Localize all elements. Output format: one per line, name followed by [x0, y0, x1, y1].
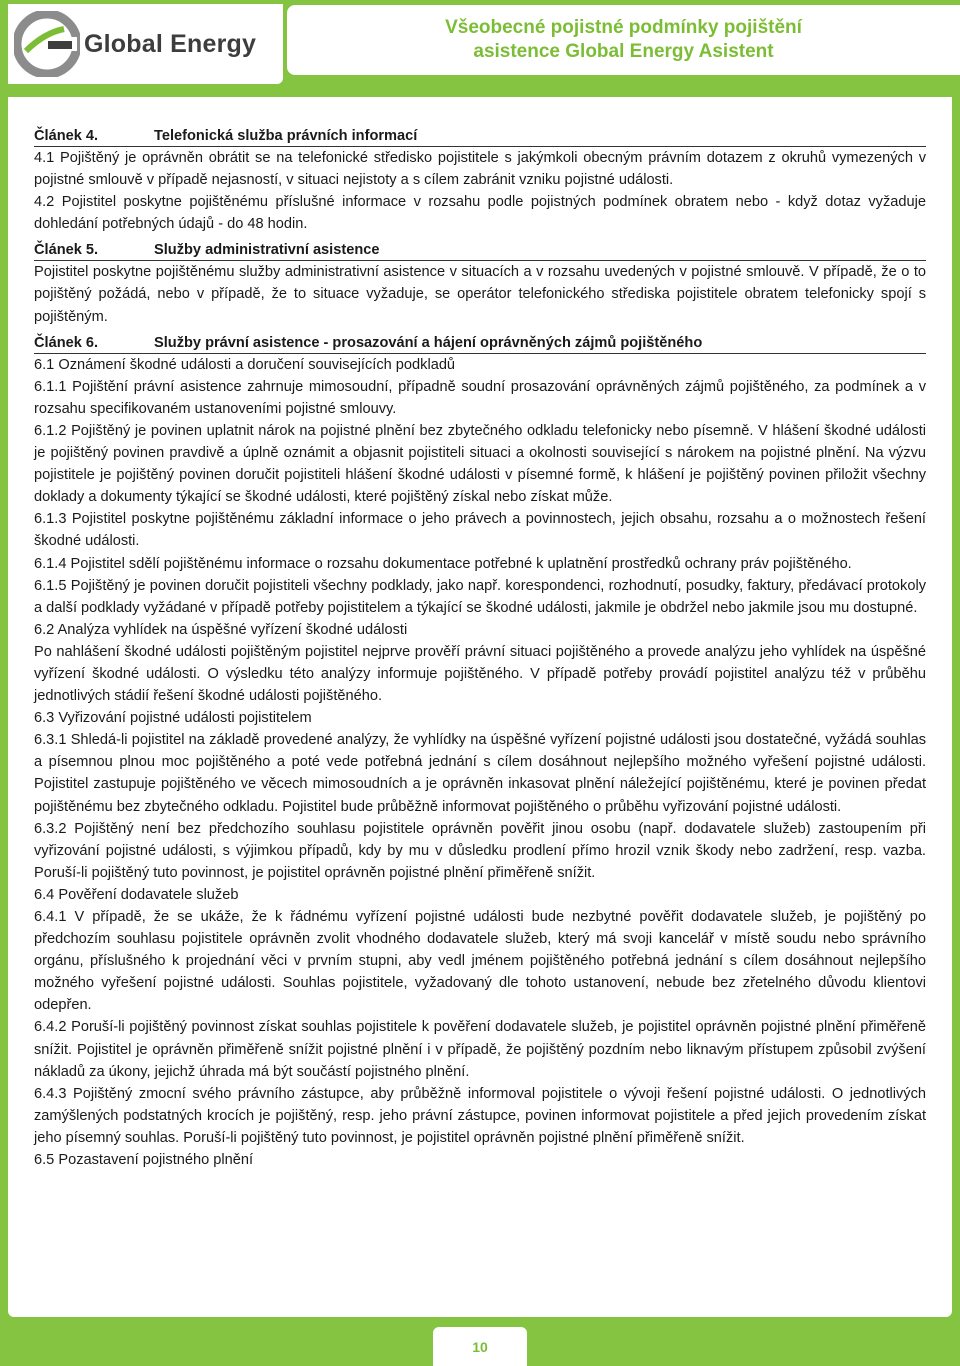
paragraph: 6.4.1 V případě, že se ukáže, že k řádnému vyřízení pojistné události bude nezbytné pověřit dodavatele služeb, je pojištěný po předchozím souhlasu pojistitele oprávněn zvolit vhodného dodavatele služeb, který má svoji kancelář v místě soudu nebo správního orgánu, příslušného k projednání věci v prvním stupni, aby vedl jménem pojištěného potřebná jednání s cílem dosáhnout nejlepšího možného vyřešení pojistné události. Souhlas pojistitele, vyžadovaný dle tohoto ustanovení, nebude bez zřetelného důvodu klientovi odepřen. — [34, 909, 926, 1014]
paragraph: 6.1 Oznámení škodné události a doručení souvisejících podkladů — [34, 356, 456, 373]
paragraph: 6.1.1 Pojištění právní asistence zahrnuje mimosoudní, případně soudní prosazování oprávněných zájmů pojištěného, za podmínek a v rozsahu specifikovaném ustanoveními pojistné smlouvy. — [34, 378, 926, 417]
page-header — [0, 0, 960, 100]
document-text — [34, 125, 926, 1171]
document-title — [287, 5, 960, 75]
article-title: Služby právní asistence - prosazování a hájení oprávněných zájmů pojištěného — [154, 334, 703, 351]
paragraph: 6.1.3 Pojistitel poskytne pojištěnému základní informace o jeho právech a povinnostech, jejich obsahu, rozsahu a o možnostech řešení škodné události. — [34, 511, 926, 550]
paragraph: 6.3 Vyřizování pojistné události pojistitelem — [34, 710, 312, 727]
article-number: Článek 4. — [34, 128, 99, 144]
logo-mark-icon — [14, 11, 80, 77]
paragraph-5: Pojistitel poskytne pojištěnému služby administrativní asistence v situacích a v rozsahu uvedených v pojistné smlouvě. V případě, že o to pojištěný požádá, nebo v případě, že to situace vyžaduje, se operátor telefonického střediska pojistitele obratem telefonicky spojí s pojištěným. — [34, 264, 926, 325]
article-6-heading — [34, 332, 926, 354]
document-body — [8, 97, 952, 1317]
article-5-heading — [34, 239, 926, 261]
paragraph: 6.3.1 Shledá-li pojistitel na základě provedené analýzy, že vyhlídky na úspěšné vyřízení pojistné události jsou dostatečné, vyžádá souhlas a písemnou plnou moc pojištěného a poté vede potřebná jednání s cílem dosáhnout nejlepšího možného vyřešení pojistné události. Pojistitel zastupuje pojištěného ve věcech mimosoudních a je oprávněn inkasovat plnění náležející pojištěnému, které je povinen předat pojištěnému bez zbytečného odkladu. Pojistitel bude průběžně informovat pojištěného o průběhu vyřizování pojistné události. — [34, 732, 926, 815]
page-number: 10 — [433, 1327, 527, 1366]
title-line-1: Všeobecné pojistné podmínky pojištění — [445, 17, 802, 38]
title-line-2: asistence Global Energy Asistent — [473, 41, 774, 62]
paragraph: 6.5 Pozastavení pojistného plnění — [34, 1152, 254, 1169]
paragraph: 6.1.2 Pojištěný je povinen uplatnit nárok na pojistné plnění bez zbytečného odkladu telefonicky nebo písemně. V hlášení škodné události je pojištěný povinen pravdivě a úplně oznámit a objasnit pojistiteli situaci a okolnosti související s nárokem na pojistné plnění. Na výzvu pojistitele je pojištěný povinen doručit pojistiteli hlášení škodné události v písemné formě, k hlášení je pojištěný povinen přiložit všechny doklady a dokumenty týkající se škodné události, které pojištěný získal nebo získat může. — [34, 422, 926, 506]
paragraph: 6.2 Analýza vyhlídek na úspěšné vyřízení škodné události — [34, 621, 408, 638]
global-energy-logo — [8, 4, 283, 84]
logo-text: Global Energy — [84, 29, 257, 58]
paragraph: Po nahlášení škodné události pojištěným pojistitel nejprve prověří právní situaci pojištěného a provede analýzu jeho vyhlídek na úspěšné vyřízení škodné události. O výsledku této analýzy informuje pojištěného. V případě potřeby provádí pojistitel analýzu též v průběhu jednotlivých stádií řešení škodné události pojištěného. — [34, 643, 926, 705]
paragraph-4-2: 4.2 Pojistitel poskytne pojištěnému příslušné informace v rozsahu podle pojistných podmínek obratem nebo - když dotaz vyžaduje dohledání potřebných údajů - do 48 hodin. — [34, 194, 926, 233]
paragraph: 6.4.2 Poruší-li pojištěný povinnost získat souhlas pojistitele k pověření dodavatele služeb, je pojistitel oprávněn pojistné plnění přiměřeně snížit. Pojistitel je oprávněn přiměřeně snížit pojistné plnění i v případě, že pojištěný pozdním nebo liknavým přístupem způsobil zvýšení nákladů za úkony, jejichž úhrada má být součástí pojistného plnění. — [34, 1019, 926, 1080]
paragraph: 6.1.5 Pojištěný je povinen doručit pojistiteli všechny podklady, jako např. korespondenci, rozhodnutí, posudky, faktury, předávací protokoly a další podklady vyžádané v případě potřeby pojistitelem a týkající se škodné události, jakmile je obdržel nebo jakmile jsou mu dostupné. — [34, 577, 926, 616]
article-title: Telefonická služba právních informací — [154, 128, 418, 144]
paragraph: 6.4.3 Pojištěný zmocní svého právního zástupce, aby průběžně informoval pojistitele o vývoji řešení pojistné události. O jednotlivých zamýšlených podstatných krocích je pojištěný, resp. jeho právní zástupce, povinen informovat pojistitele a před jejich provedením získat jeho písemný souhlas. Poruší-li pojištěný tuto povinnost, je pojistitel oprávněn pojistné plnění přiměřeně snížit. — [34, 1085, 926, 1146]
paragraph: 6.4 Pověření dodavatele služeb — [34, 886, 239, 903]
article-title: Služby administrativní asistence — [154, 242, 380, 259]
paragraph: 6.1.4 Pojistitel sdělí pojištěnému informace o rozsahu dokumentace potřebné k uplatnění prostředků ochrany práv pojištěného. — [34, 555, 852, 572]
article-number: Článek 5. — [34, 242, 99, 259]
article-number: Článek 6. — [34, 334, 99, 351]
paragraph-4-1: 4.1 Pojištěný je oprávněn obrátit se na telefonické středisko pojistitele s jakýmkoli obecným právním dotazem z okruhů vymezených v pojistné smlouvě v případě nejasností, v situaci nejistoty a s cílem zabránit vzniku pojistné události. — [34, 150, 926, 189]
article-4-heading — [34, 125, 926, 147]
paragraph: 6.3.2 Pojištěný není bez předchozího souhlasu pojistitele oprávněn pověřit jinou osobu (např. dodavatele služeb) zastoupením při vyřizování pojistné události, s výjimkou případů, kdy by mu v důsledku prodlení přímo hrozil vznik škody nebo zadržení, resp. vazba. Poruší-li pojištěný tuto povinnost, je pojistitel oprávněn pojistné plnění přiměřeně snížit. — [34, 820, 926, 881]
